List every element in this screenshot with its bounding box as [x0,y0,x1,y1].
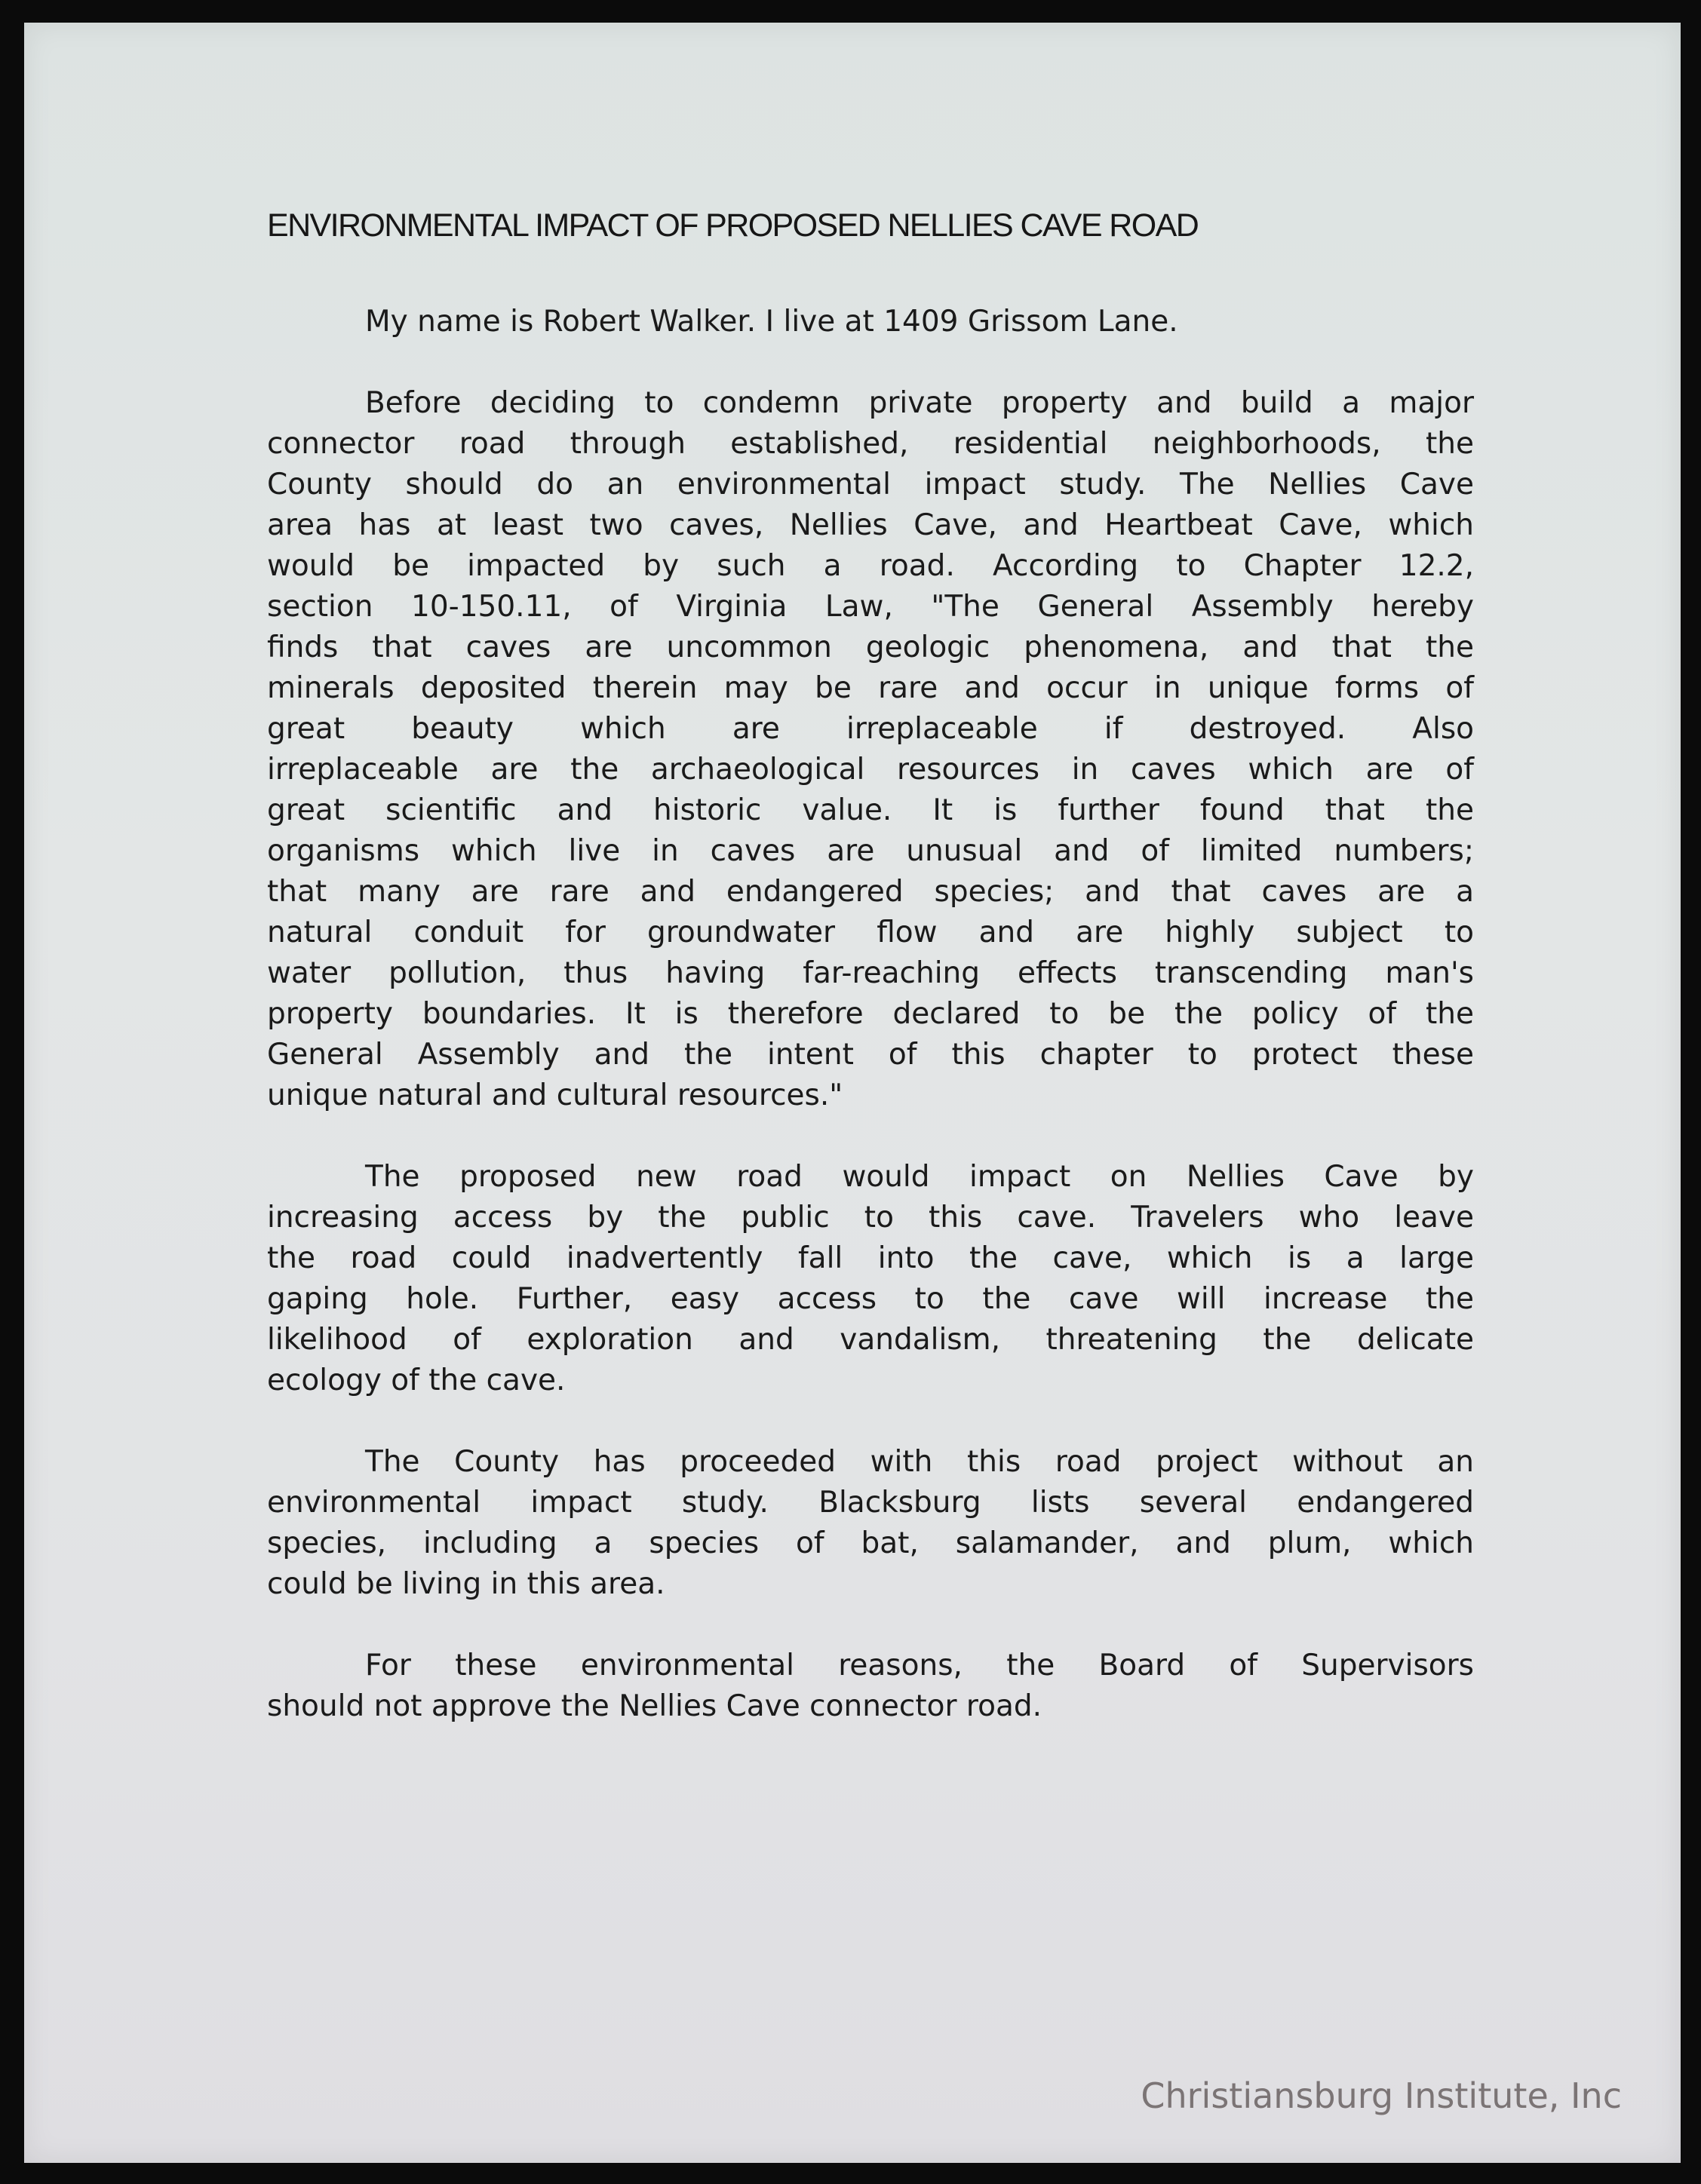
text-line: area has at least two caves, Nellies Cave, and Heartbeat Cave, which [267,508,1474,542]
text-line: species, including a species of bat, salamander, and plum, which [267,1526,1474,1560]
text-line: irreplaceable are the archaeological resources in caves which are of [267,753,1474,787]
text-line: unique natural and cultural resources." [267,1078,843,1112]
text-line: that many are rare and endangered species; and that caves are a [267,875,1474,909]
paragraph-4 [267,1442,1474,1605]
text-line: finds that caves are uncommon geologic phenomena, and that the [267,630,1474,664]
paper-sheet [24,23,1681,2163]
text-line: property boundaries. It is therefore declared to be the policy of the [267,997,1474,1031]
text-line: environmental impact study. Blacksburg lists several endangered [267,1486,1474,1520]
text-line: minerals deposited therein may be rare and occur in unique forms of [267,671,1474,705]
text-line: section 10-150.11, of Virginia Law, "The General Assembly hereby [267,590,1474,624]
paragraph-3 [267,1157,1474,1401]
text-line: the road could inadvertently fall into the cave, which is a large [267,1241,1474,1275]
text-line: connector road through established, residential neighborhoods, the [267,427,1474,461]
text-line: For these environmental reasons, the Board of Supervisors [365,1649,1474,1682]
text-line: would be impacted by such a road. According to Chapter 12.2, [267,549,1474,583]
text-line: General Assembly and the intent of this chapter to protect these [267,1038,1474,1072]
text-line: My name is Robert Walker. I live at 1409 Grissom Lane. [365,305,1178,339]
document-body [267,302,1474,1768]
text-line: natural conduit for groundwater flow and are highly subject to [267,916,1474,949]
text-line: should not approve the Nellies Cave connector road. [267,1689,1042,1723]
paragraph-1 [267,302,1474,342]
text-line: organisms which live in caves are unusual and of limited numbers; [267,834,1474,868]
document-title: ENVIRONMENTAL IMPACT OF PROPOSED NELLIES CAVE ROAD [267,207,1199,244]
text-line: great scientific and historic value. It is further found that the [267,793,1474,827]
text-line: great beauty which are irreplaceable if destroyed. Also [267,712,1474,746]
paragraph-5 [267,1646,1474,1727]
watermark: Christiansburg Institute, Inc [1141,2075,1622,2116]
text-line: The proposed new road would impact on Nellies Cave by [365,1160,1474,1194]
text-line: ecology of the cave. [267,1363,566,1397]
text-line: water pollution, thus having far-reaching effects transcending man's [267,956,1474,990]
paragraph-2 [267,383,1474,1116]
text-line: Before deciding to condemn private property and build a major [365,386,1474,420]
text-line: gaping hole. Further, easy access to the cave will increase the [267,1282,1474,1316]
text-line: The County has proceeded with this road project without an [365,1445,1474,1479]
text-line: increasing access by the public to this cave. Travelers who leave [267,1201,1474,1235]
text-line: County should do an environmental impact study. The Nellies Cave [267,468,1474,502]
text-line: likelihood of exploration and vandalism, threatening the delicate [267,1323,1474,1357]
text-line: could be living in this area. [267,1567,665,1601]
